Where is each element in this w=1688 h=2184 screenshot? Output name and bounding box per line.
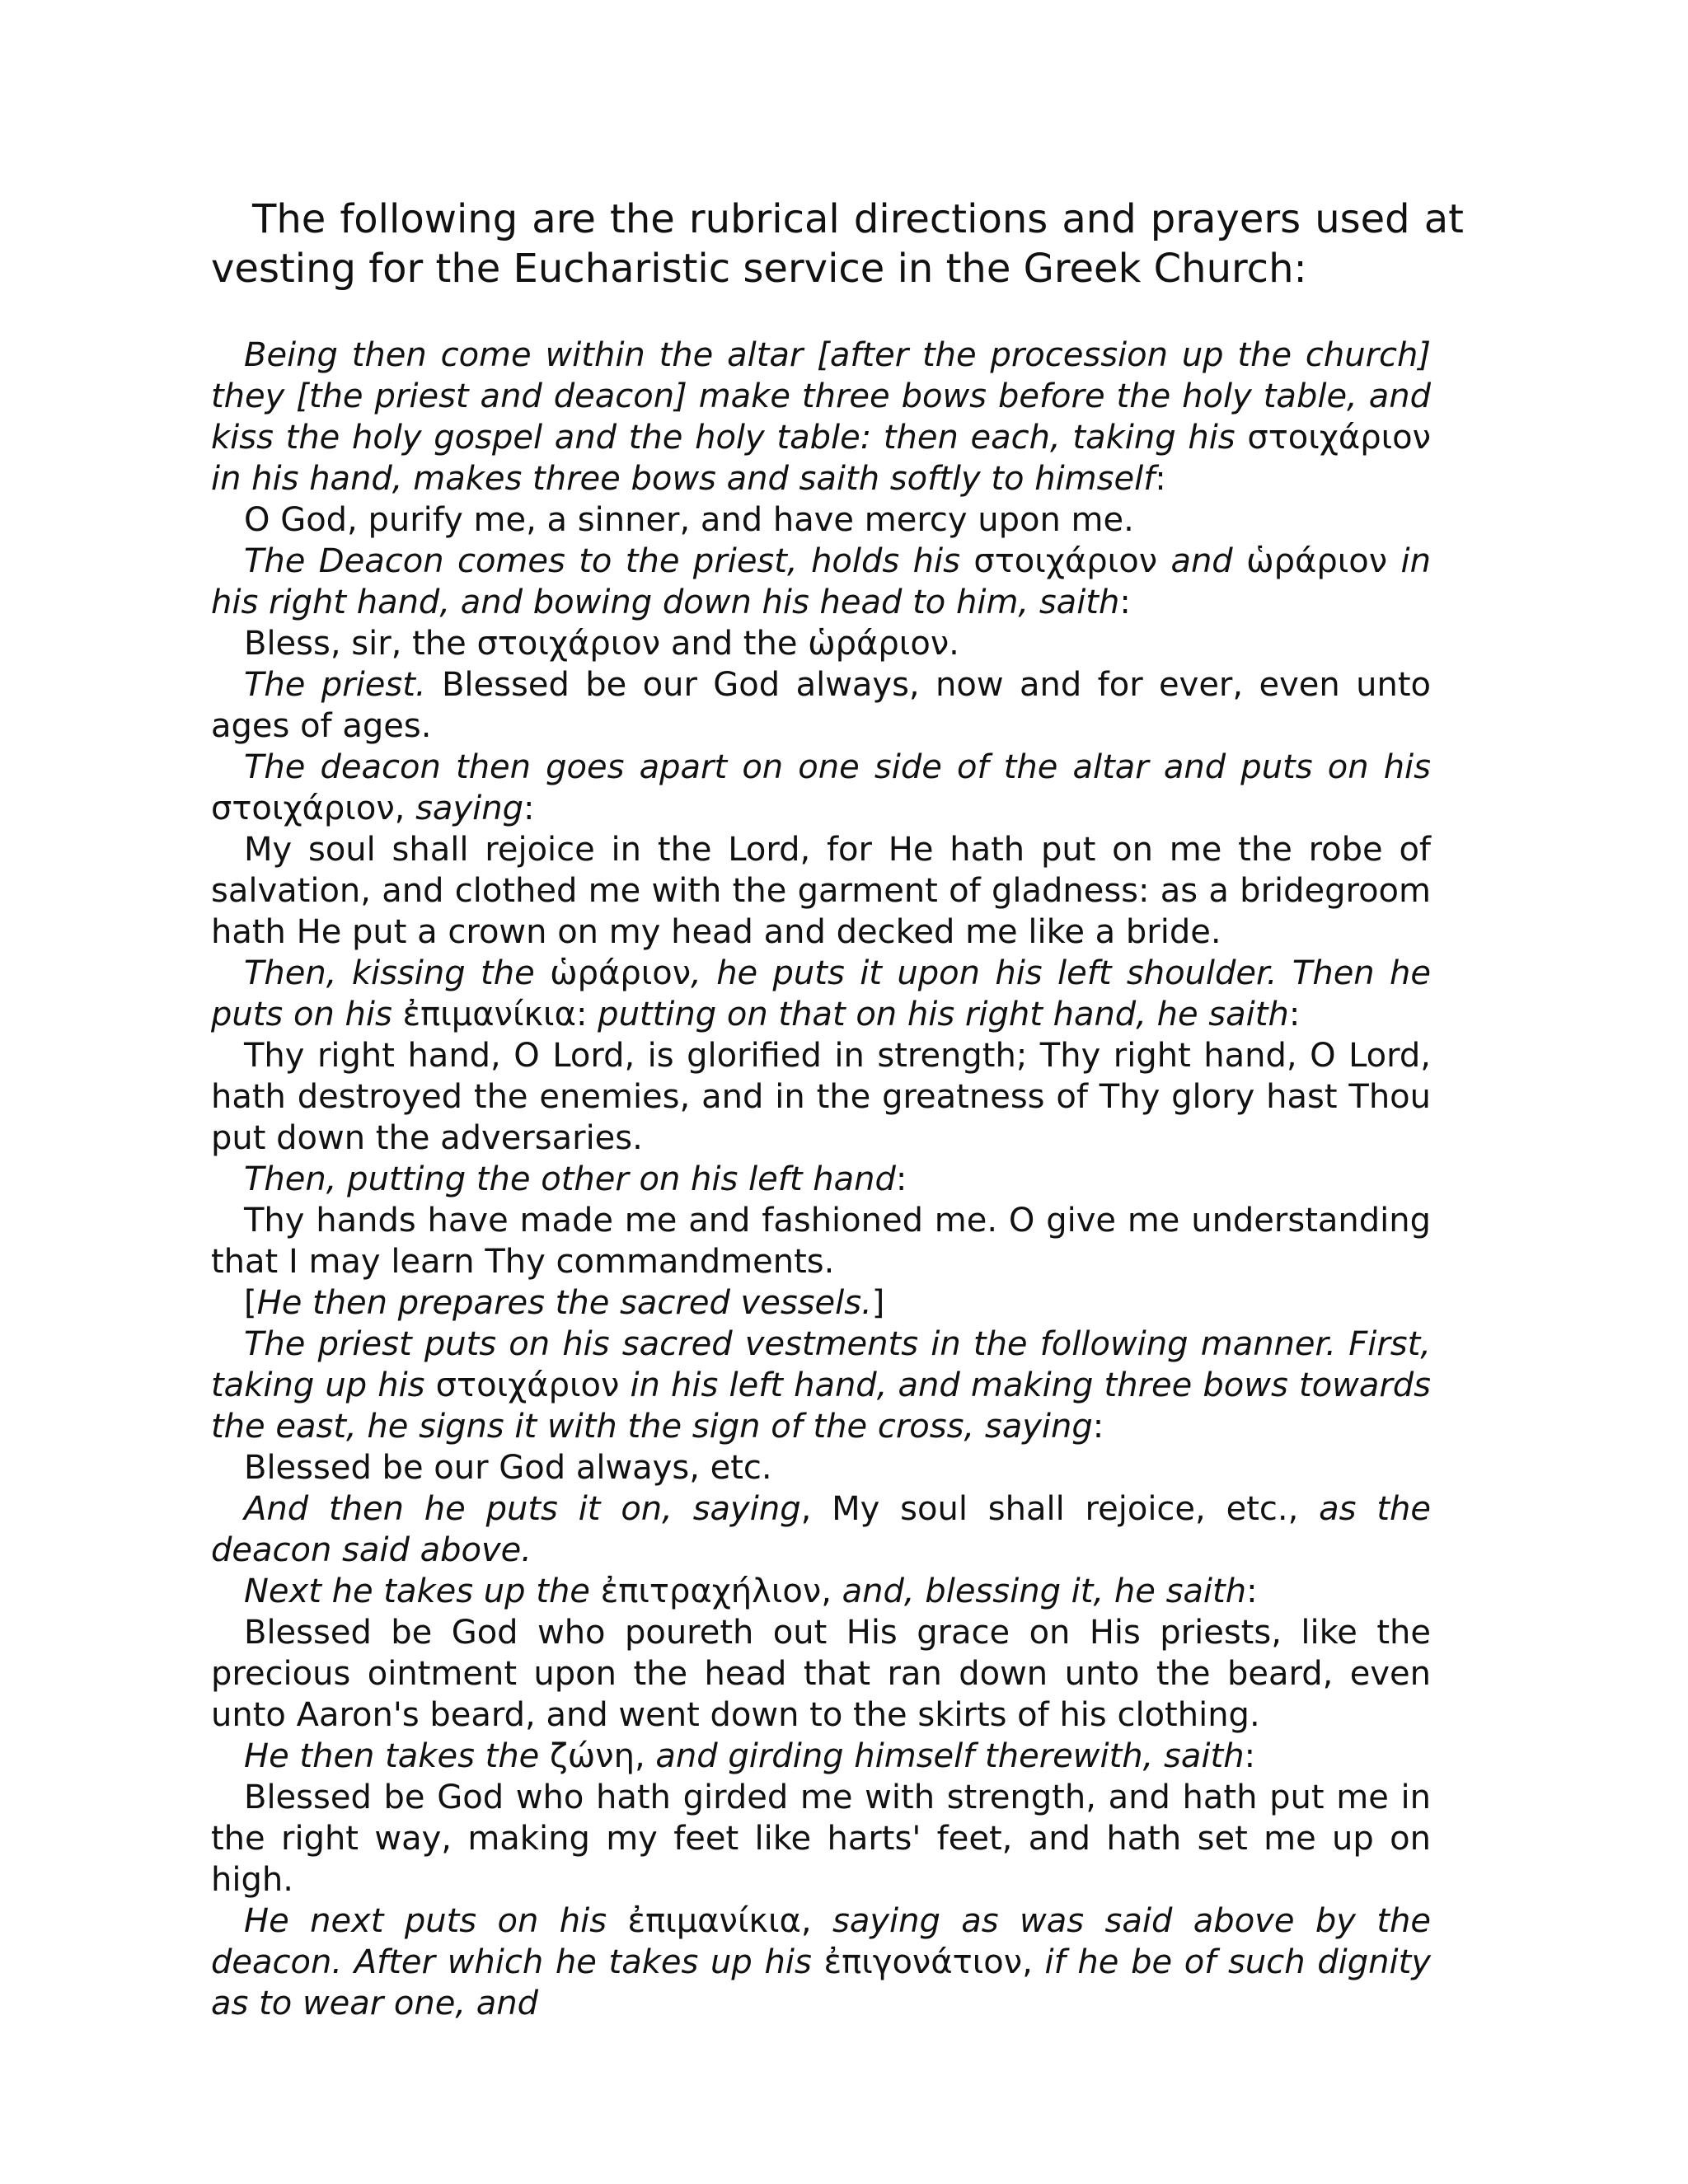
- paragraph: [211, 335, 1431, 499]
- italic-text: He then prepares the sacred vessels.: [256, 1284, 872, 1322]
- paragraph: [211, 1282, 1431, 1324]
- text-span: Thy right hand, O Lord, is glorified in strength; Thy right hand, O Lord, hath destroyed the enemies, and in the greatness of Thy glory hast Thou put down the adversaries.: [211, 1037, 1431, 1157]
- text-span: :: [523, 790, 535, 827]
- paragraph: [211, 1612, 1431, 1736]
- italic-text: and: [1157, 542, 1247, 580]
- text-span: :: [1246, 1572, 1258, 1610]
- italic-text: He next puts on his: [244, 1902, 628, 1940]
- paragraph: [211, 1571, 1431, 1612]
- italic-text: And then he puts it on, saying: [244, 1490, 801, 1528]
- text-span: Blessed be our God always, now and for ever, even unto ages of ages.: [211, 666, 1432, 745]
- paragraph: [211, 1736, 1431, 1777]
- paragraph: [211, 623, 1431, 664]
- italic-text: Then, kissing the: [244, 954, 551, 992]
- text-span: Thy hands have made me and fashioned me. O give me understanding that I may learn Thy commandments.: [211, 1202, 1431, 1281]
- text-span: ἐπιμανίκια: [627, 1902, 801, 1940]
- italic-text: , he puts it upon his left shoulder. Then he puts on his: [211, 954, 1432, 1033]
- text-span: Blessed be God who poureth out His grace on His priests, like the precious ointment upon the head that ran down unto the beard, even unto Aaron's beard, and went down to the skirts of his clothing.: [211, 1614, 1431, 1734]
- paragraph: [211, 1447, 1431, 1488]
- text-span: Bless, sir, the στοιχάριον and the ὡράριον.: [244, 625, 959, 663]
- text-span: ἐπιμανίκια: [402, 996, 576, 1033]
- paragraph: [211, 1159, 1431, 1200]
- paragraph: [211, 747, 1431, 829]
- text-span: , My soul shall rejoice, etc.,: [800, 1490, 1320, 1528]
- italic-text: Then, putting the other on his left hand: [244, 1160, 896, 1198]
- paragraph: [211, 1324, 1431, 1447]
- text-span: :: [1119, 583, 1131, 621]
- text-span: στοιχάριον: [973, 542, 1158, 580]
- text-span: :: [1244, 1737, 1256, 1775]
- text-span: :: [1092, 1408, 1104, 1446]
- intro-paragraph: The following are the rubrical directions and prayers used at vesting for the Eucharistic service in the Greek Church:: [211, 196, 1464, 292]
- italic-text: The priest.: [244, 666, 426, 704]
- italic-text: saying as was said above by the deacon. After which he takes up his: [211, 1902, 1431, 1981]
- document-body: [211, 335, 1431, 2024]
- text-span: :: [1155, 460, 1166, 498]
- text-span: ἐπιτραχήλιον: [600, 1572, 822, 1610]
- italic-text: in his left hand, and making three bows towards the east, he signs it with the sign of the cross, saying: [211, 1366, 1431, 1446]
- italic-text: putting on that on his right hand, he saith: [598, 996, 1289, 1033]
- paragraph: [211, 1035, 1431, 1159]
- text-span: Blessed be our God always, etc.: [244, 1449, 772, 1487]
- paragraph: [211, 1777, 1431, 1900]
- text-span: ,: [634, 1737, 656, 1775]
- paragraph: [211, 1488, 1431, 1571]
- italic-text: if he be of such dignity as to wear one, and: [211, 1943, 1431, 2022]
- paragraph: [211, 664, 1431, 747]
- paragraph: [211, 541, 1431, 623]
- text-span: :: [895, 1160, 907, 1198]
- italic-text: in his hand, makes three bows and saith softly to himself: [211, 460, 1156, 498]
- italic-text: The deacon then goes apart on one side of the altar and puts on his: [244, 748, 1431, 786]
- text-span: ὡράριον: [1246, 542, 1388, 580]
- italic-text: Being then come within the altar [after the procession up the church] they [the priest and deacon] make three bows before the holy table, and kiss the holy gospel and the holy table: then each, taking his: [211, 336, 1431, 457]
- text-span: στοιχάριον: [1247, 419, 1431, 457]
- text-span: My soul shall rejoice in the Lord, for He hath put on me the robe of salvation, and clothed me with the garment of gladness: as a bridegroom hath He put a crown on my head and decked me like a bride.: [211, 831, 1431, 951]
- text-span: [: [244, 1284, 257, 1322]
- text-span: O God, purify me, a sinner, and have mercy upon me.: [244, 501, 1134, 539]
- paragraph: [211, 953, 1431, 1035]
- text-span: ἐπιγονάτιον: [823, 1943, 1023, 1981]
- text-span: ὡράριον: [550, 954, 692, 992]
- italic-text: The priest puts on his sacred vestments in the following manner. First, taking up his: [211, 1325, 1431, 1404]
- text-span: ζώνη: [550, 1737, 635, 1775]
- text-span: ,: [800, 1902, 832, 1940]
- text-span: :: [575, 996, 598, 1033]
- paragraph: [211, 1200, 1431, 1282]
- italic-text: saying: [415, 790, 523, 827]
- paragraph: [211, 1900, 1431, 2024]
- paragraph: [211, 829, 1431, 953]
- italic-text: and, blessing it, he saith: [842, 1572, 1247, 1610]
- text-span: Blessed be God who hath girded me with strength, and hath put me in the right way, making my feet like harts' feet, and hath set me up on high.: [211, 1779, 1431, 1899]
- italic-text: and girding himself therewith, saith: [655, 1737, 1245, 1775]
- italic-text: as the deacon said above.: [211, 1490, 1431, 1569]
- text-span: στοιχάριον: [435, 1366, 620, 1404]
- text-span: στοιχάριον,: [211, 790, 416, 827]
- text-span: ,: [821, 1572, 842, 1610]
- italic-text: Next he takes up the: [244, 1572, 601, 1610]
- text-span: ,: [1022, 1943, 1045, 1981]
- italic-text: The Deacon comes to the priest, holds his: [244, 542, 974, 580]
- paragraph: [211, 499, 1431, 541]
- text-span: :: [1288, 996, 1301, 1033]
- italic-text: in his right hand, and bowing down his head to him, saith: [211, 542, 1431, 621]
- italic-text: He then takes the: [244, 1737, 550, 1775]
- text-span: ]: [871, 1284, 885, 1322]
